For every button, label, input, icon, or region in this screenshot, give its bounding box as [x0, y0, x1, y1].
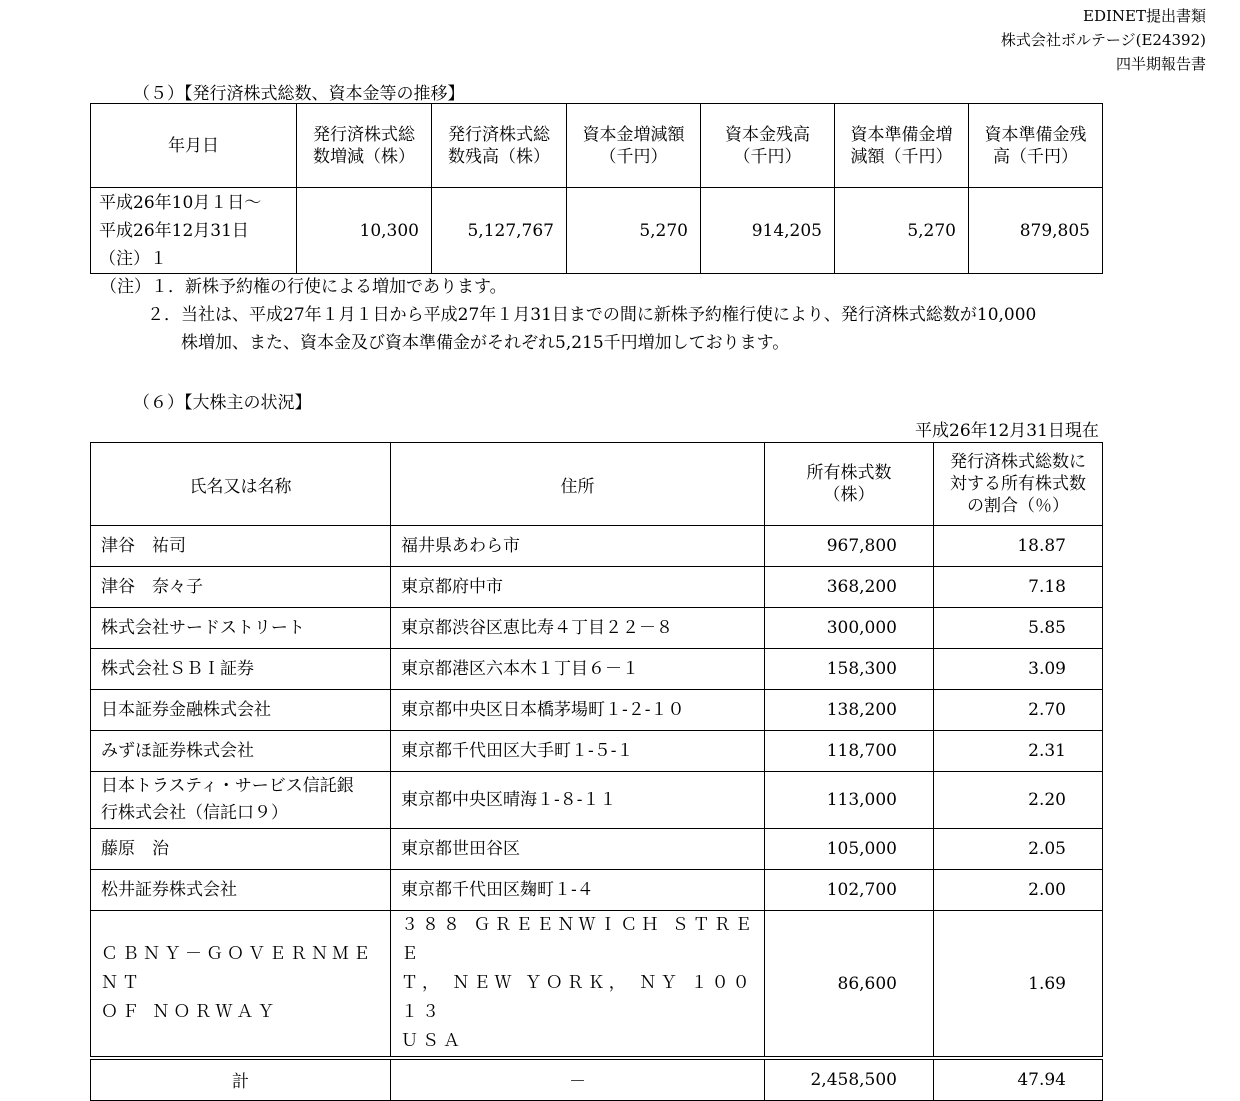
capital-change-cell: 5,270 [567, 188, 701, 274]
shareholder-address-cell: 東京都渋谷区恵比寿４丁目２２－８ [391, 608, 765, 649]
company-label: 株式会社ボルテージ(E24392) [1000, 31, 1206, 49]
shares-held-cell: 113,000 [765, 772, 934, 829]
table-row [91, 870, 1103, 911]
total-ratio: 47.94 [934, 1058, 1103, 1100]
shares-held-cell: 118,700 [765, 731, 934, 772]
col-address-header: 住所 [391, 443, 765, 526]
share-balance-cell: 5,127,767 [432, 188, 567, 274]
note-2-line1: ２．当社は、平成27年１月１日から平成27年１月31日までの間に新株予約権行使により、発行済株式総数が10,000 [147, 305, 1037, 325]
table-row [91, 911, 1103, 1059]
total-label: 計 [91, 1058, 391, 1100]
table-header-row [91, 104, 1103, 188]
total-address: － [391, 1058, 765, 1100]
note-1: （注）１．新株予約権の行使による増加であります。 [100, 277, 507, 297]
shareholder-name-cell: 松井証券株式会社 [91, 870, 391, 911]
shareholder-address-cell: 東京都府中市 [391, 567, 765, 608]
ownership-ratio-cell: 2.31 [934, 731, 1103, 772]
col-shares-header: 所有株式数 （株） [765, 443, 934, 526]
shareholder-address-cell: 東京都世田谷区 [391, 829, 765, 870]
shareholder-name-cell: 株式会社ＳＢＩ証券 [91, 649, 391, 690]
col-capital-balance-header: 資本金残高 （千円） [701, 104, 835, 188]
shareholder-address-cell: 東京都中央区日本橋茅場町１-２-１０ [391, 690, 765, 731]
shareholder-name-cell: 日本証券金融株式会社 [91, 690, 391, 731]
col-share-change-header: 発行済株式総 数増減（株） [297, 104, 432, 188]
table-row [91, 526, 1103, 567]
ownership-ratio-cell: 7.18 [934, 567, 1103, 608]
ownership-ratio-cell: 2.05 [934, 829, 1103, 870]
col-name-header: 氏名又は名称 [91, 443, 391, 526]
shares-held-cell: 158,300 [765, 649, 934, 690]
table-row [91, 649, 1103, 690]
shareholder-address-cell: 東京都千代田区大手町１-５-１ [391, 731, 765, 772]
shareholder-address-cell: 東京都港区六本木１丁目６－１ [391, 649, 765, 690]
shares-held-cell: 86,600 [765, 911, 934, 1059]
shareholder-address-cell: 福井県あわら市 [391, 526, 765, 567]
note-2-line2: 株増加、また、資本金及び資本準備金がそれぞれ5,215千円増加しております。 [181, 333, 790, 353]
shareholder-name-cell: 株式会社サードストリート [91, 608, 391, 649]
shareholder-address-cell: 東京都中央区晴海１-８-１１ [391, 772, 765, 829]
ownership-ratio-cell: 3.09 [934, 649, 1103, 690]
reserve-balance-cell: 879,805 [969, 188, 1103, 274]
shareholder-name-cell: 津谷 祐司 [91, 526, 391, 567]
as-of-date: 平成26年12月31日現在 [915, 421, 1099, 441]
ownership-ratio-cell: 2.00 [934, 870, 1103, 911]
section6-title: （６）【大株主の状況】 [133, 393, 312, 413]
total-row [91, 1058, 1103, 1100]
section5-title: （５）【発行済株式総数、資本金等の推移】 [133, 84, 465, 104]
shares-held-cell: 368,200 [765, 567, 934, 608]
row-date-cell: 平成26年10月１日～ 平成26年12月31日 （注）１ [91, 188, 297, 274]
share-capital-table [90, 103, 1103, 274]
ownership-ratio-cell: 1.69 [934, 911, 1103, 1059]
shareholder-name-cell: 日本トラスティ・サービス信託銀 行株式会社（信託口９） [91, 772, 391, 829]
table-row [91, 829, 1103, 870]
shares-held-cell: 138,200 [765, 690, 934, 731]
col-date-header: 年月日 [91, 104, 297, 188]
table-row [91, 567, 1103, 608]
table-row [91, 608, 1103, 649]
col-reserve-change-header: 資本準備金増 減額（千円） [835, 104, 969, 188]
report-type-label: 四半期報告書 [1115, 55, 1206, 73]
shareholder-address-cell: 東京都千代田区麹町１-４ [391, 870, 765, 911]
col-capital-change-header: 資本金増減額 （千円） [567, 104, 701, 188]
doc-type-label: EDINET提出書類 [1083, 7, 1206, 25]
shareholder-name-cell: ＣＢＮＹ－ＧＯＶＥＲＮＭＥＮＴ ＯＦ ＮＯＲＷＡＹ [91, 911, 391, 1059]
col-reserve-balance-header: 資本準備金残 高（千円） [969, 104, 1103, 188]
shareholder-name-cell: 藤原 治 [91, 829, 391, 870]
table-row [91, 690, 1103, 731]
ownership-ratio-cell: 18.87 [934, 526, 1103, 567]
table-header-row [91, 443, 1103, 526]
shareholder-address-cell: ３８８ ＧＲＥＥＮＷＩＣＨ ＳＴＲＥＥ Ｔ， ＮＥＷ ＹＯＲＫ， ＮＹ １００１３ ＵＳＡ [391, 911, 765, 1059]
shares-held-cell: 105,000 [765, 829, 934, 870]
ownership-ratio-cell: 5.85 [934, 608, 1103, 649]
shareholder-name-cell: 津谷 奈々子 [91, 567, 391, 608]
col-share-balance-header: 発行済株式総 数残高（株） [432, 104, 567, 188]
ownership-ratio-cell: 2.20 [934, 772, 1103, 829]
capital-balance-cell: 914,205 [701, 188, 835, 274]
col-ratio-header: 発行済株式総数に 対する所有株式数 の割合（％） [934, 443, 1103, 526]
table-row [91, 188, 1103, 274]
reserve-change-cell: 5,270 [835, 188, 969, 274]
shares-held-cell: 967,800 [765, 526, 934, 567]
share-change-cell: 10,300 [297, 188, 432, 274]
table-row [91, 731, 1103, 772]
shareholder-name-cell: みずほ証券株式会社 [91, 731, 391, 772]
table-row [91, 772, 1103, 829]
shares-held-cell: 300,000 [765, 608, 934, 649]
shares-held-cell: 102,700 [765, 870, 934, 911]
ownership-ratio-cell: 2.70 [934, 690, 1103, 731]
total-shares: 2,458,500 [765, 1058, 934, 1100]
major-shareholders-table [90, 442, 1103, 1101]
